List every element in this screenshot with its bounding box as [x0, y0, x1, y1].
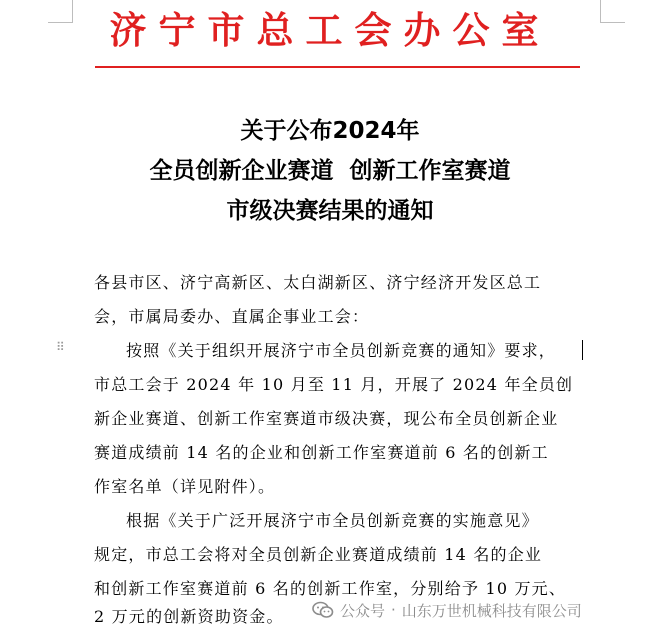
paragraph-2-line-3: 和创新工作室赛道前 6 名的创新工作室，分别给予 10 万元、	[94, 579, 567, 598]
paragraph-1-line-1: 按照《关于组织开展济宁市全员创新竞赛的通知》要求，	[126, 341, 557, 360]
watermark-account: 山东万世机械科技有限公司	[401, 601, 582, 620]
drag-handle-icon[interactable]: ⠿	[56, 340, 65, 354]
paragraph-1-line-2: 市总工会于 2024 年 10 月至 11 月，开展了 2024 年全员创	[94, 375, 574, 394]
paragraph-1-line-4: 赛道成绩前 14 名的企业和创新工作室赛道前 6 名的创新工	[94, 443, 549, 462]
title-line-1: 关于公布2024年	[240, 118, 420, 144]
wechat-icon	[312, 601, 334, 619]
paragraph-2-line-2: 规定，市总工会将对全员创新企业赛道成绩前 14 名的企业	[94, 545, 543, 564]
paragraph-2-line-1: 根据《关于广泛开展济宁市全员创新竞赛的实施意见》	[126, 511, 539, 530]
paragraph-2-line-4: 2 万元的创新资助资金。	[94, 607, 284, 626]
watermark-label: 公众号	[340, 601, 386, 620]
paragraph-1-line-5: 作室名单（详见附件）。	[94, 477, 276, 496]
title-line-2: 全员创新企业赛道 创新工作室赛道	[149, 158, 511, 184]
title-line-3: 市级决赛结果的通知	[226, 198, 434, 224]
watermark	[312, 597, 582, 623]
letterhead-rule	[95, 66, 580, 68]
paragraph-1-line-3: 新企业赛道、创新工作室赛道市级决赛，现公布全员创新企业	[94, 409, 559, 428]
watermark-separator: ·	[391, 601, 396, 619]
letterhead: 济宁市总工会办公室	[109, 8, 551, 52]
salutation-line-1: 各县市区、济宁高新区、太白湖新区、济宁经济开发区总工	[94, 273, 542, 292]
salutation-line-2: 会，市属局委办、直属企事业工会：	[94, 307, 370, 326]
text-cursor	[582, 340, 583, 360]
